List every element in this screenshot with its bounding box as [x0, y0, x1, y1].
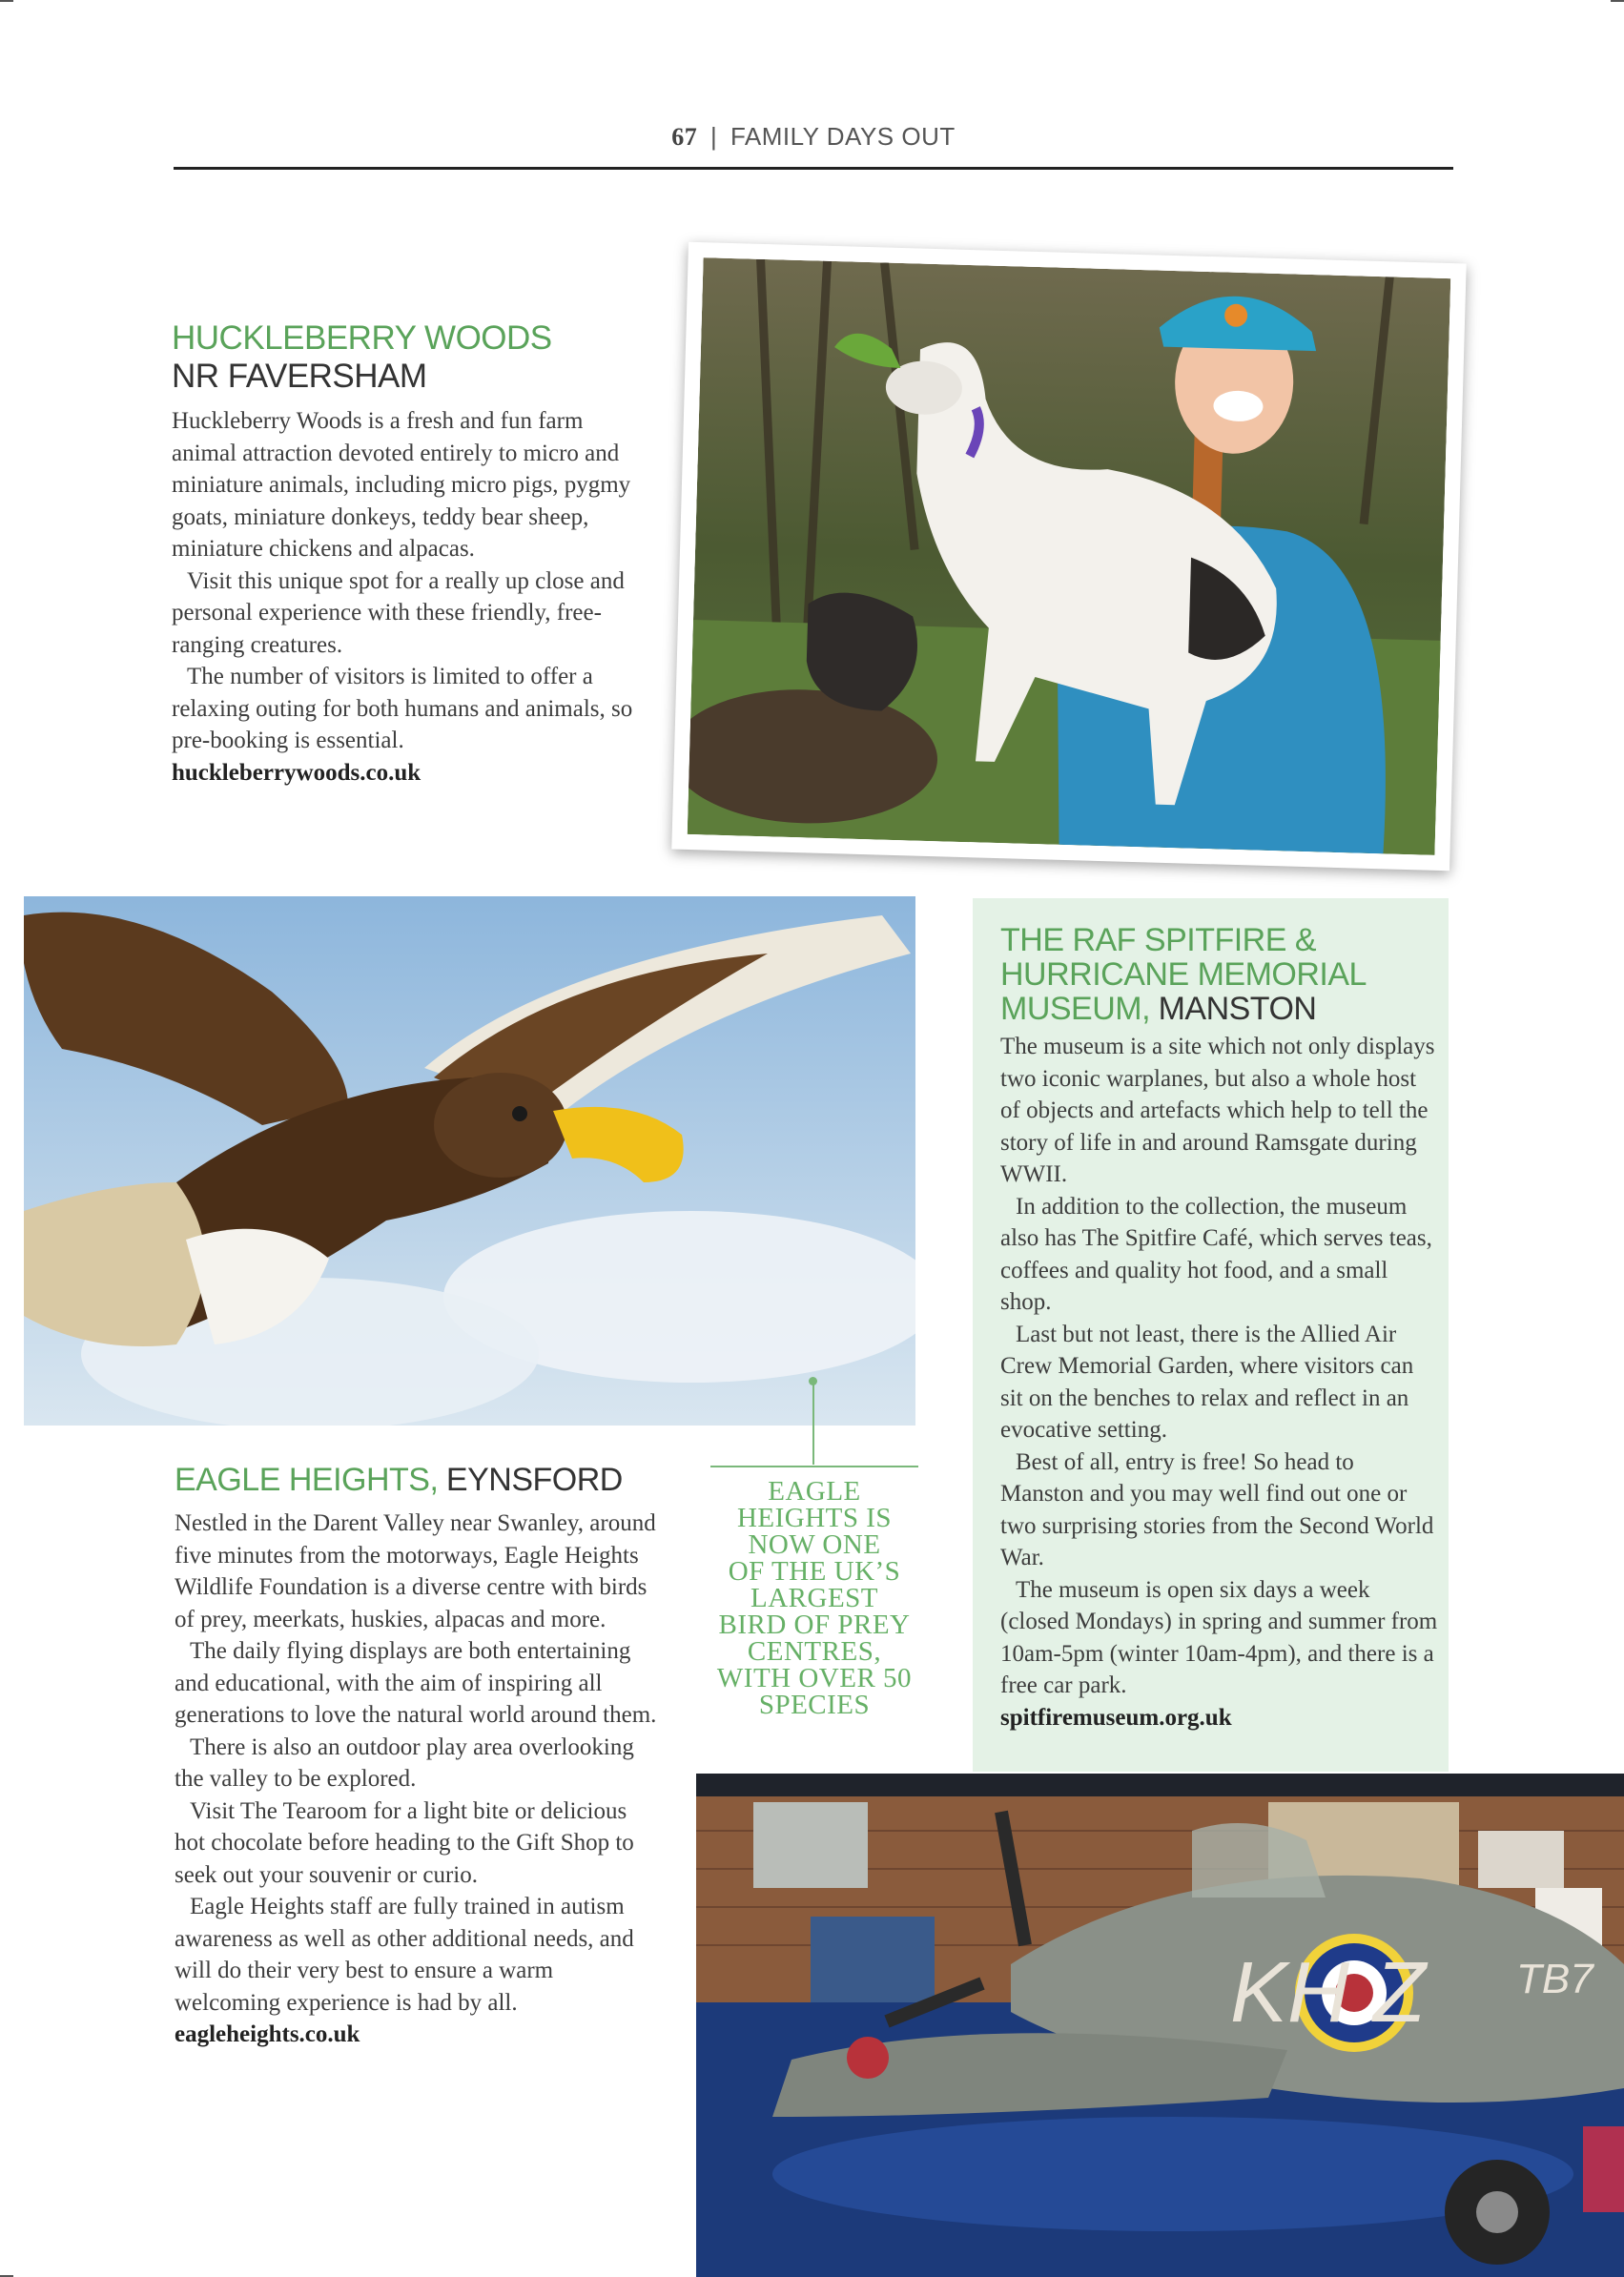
page-number: 67 — [671, 123, 698, 151]
photo-eagle-icon — [24, 896, 915, 1426]
raf-article — [1000, 923, 1439, 1733]
pull-quote-line: NOW ONE — [748, 1529, 881, 1560]
running-header — [174, 122, 1453, 152]
article-title: EAGLE HEIGHTS, — [175, 1462, 439, 1498]
pull-quote-line: HEIGHTS IS — [736, 1503, 893, 1533]
photo-goat-icon — [688, 257, 1451, 855]
paragraph: In addition to the collection, the museum also has The Spitfire Café, which serves teas, coffees and quality hot food, and a small shop. — [1000, 1193, 1432, 1315]
goat-photo — [688, 257, 1451, 855]
paragraph: Last but not least, there is the Allied Air Crew Memorial Garden, where visitors can sit on the benches to relax and reflect in an evocative setting. — [1000, 1321, 1414, 1443]
article-title-line: THE RAF SPITFIRE & — [1000, 922, 1317, 958]
article-title-line: HURRICANE MEMORIAL — [1000, 956, 1367, 993]
paragraph: The museum is open six days a week (closed Mondays) in spring and summer from 10am-5pm (winter 10am-4pm), and there is a free car park. — [1000, 1576, 1438, 1698]
crop-mark — [1611, 0, 1624, 2]
aircraft-serial: TB7 — [1516, 1956, 1593, 2002]
paragraph: The number of visitors is limited to offer a relaxing outing for both humans and animals, so pre-booking is essential. — [172, 664, 633, 753]
website-link[interactable]: huckleberrywoods.co.uk — [172, 759, 421, 786]
photo-spitfire-icon — [696, 1774, 1624, 2277]
article-title-line — [1000, 992, 1439, 1027]
section-title: FAMILY DAYS OUT — [730, 122, 956, 151]
header-rule — [174, 167, 1453, 170]
eagle-photo — [24, 896, 915, 1426]
article-location: EYNSFORD — [445, 1462, 623, 1498]
article-title: HUCKLEBERRY WOODS — [172, 319, 552, 357]
pull-quote — [706, 1478, 923, 1718]
callout-rule — [710, 1466, 918, 1467]
paragraph: The daily flying displays are both entertaining and educational, with the aim of inspiring all generations to love the natural world around them. — [175, 1638, 657, 1728]
aircraft-code: KH Z — [1230, 1945, 1427, 2041]
crop-mark — [0, 0, 13, 2]
article-location: MANSTON — [1158, 991, 1317, 1027]
header-separator: | — [709, 122, 718, 151]
callout-connector — [812, 1381, 814, 1465]
pull-quote-line: CENTRES, — [747, 1636, 882, 1667]
pull-quote-line: SPECIES — [758, 1690, 871, 1720]
paragraph: Visit The Tearoom for a light bite or delicious hot chocolate before heading to the Gift Shop to seek out your souvenir or curio. — [175, 1797, 634, 1888]
website-link[interactable]: spitfiremuseum.org.uk — [1000, 1704, 1232, 1731]
paragraph: Eagle Heights staff are fully trained in autism awareness as well as other additional needs, and will do their very best to ensure a warm welcoming experience is had by all. — [175, 1894, 634, 2016]
pull-quote-line: EAGLE — [768, 1476, 861, 1507]
paragraph: Nestled in the Darent Valley near Swanley, around five minutes from the motorways, Eagle Heights Wildlife Foundation is a diverse centre with birds of prey, meerkats, huskies, alpacas and more. — [175, 1510, 656, 1632]
paragraph: Visit this unique spot for a really up close and personal experience with these friendly, free-ranging creatures. — [172, 567, 625, 658]
paragraph: There is also an outdoor play area overlooking the valley to be explored. — [175, 1733, 634, 1792]
article-body — [1000, 1031, 1439, 1733]
article-title-part: MUSEUM, — [1000, 991, 1151, 1027]
pull-quote-line: LARGEST — [750, 1583, 878, 1613]
paragraph: Best of all, entry is free! So head to Manston and you may well find out one or two surprising stories from the Second World War. — [1000, 1448, 1434, 1570]
spitfire-photo — [696, 1774, 1624, 2277]
eagle-article — [175, 1461, 661, 2051]
callout-dot — [809, 1377, 817, 1385]
website-link[interactable]: eagleheights.co.uk — [175, 2021, 360, 2047]
article-body — [172, 405, 648, 789]
paragraph: The museum is a site which not only displays two iconic warplanes, but also a whole host of objects and artefacts which help to tell the story of life in and around Ramsgate during WWII. — [1000, 1034, 1435, 1187]
article-body — [175, 1508, 661, 2051]
huckleberry-article — [172, 319, 648, 789]
paragraph: Huckleberry Woods is a fresh and fun farm animal attraction devoted entirely to micro and miniature animals, including micro pigs, pygmy goats, miniature donkeys, teddy bear sheep, miniature chickens and alpacas. — [172, 408, 631, 562]
article-location: NR FAVERSHAM — [172, 358, 427, 395]
pull-quote-line: WITH OVER 50 — [716, 1663, 913, 1693]
pull-quote-line: BIRD OF PREY — [718, 1610, 911, 1640]
article-heading — [175, 1461, 661, 1500]
pull-quote-line: OF THE UK’S — [728, 1556, 901, 1587]
goat-photo-frame — [671, 242, 1466, 872]
